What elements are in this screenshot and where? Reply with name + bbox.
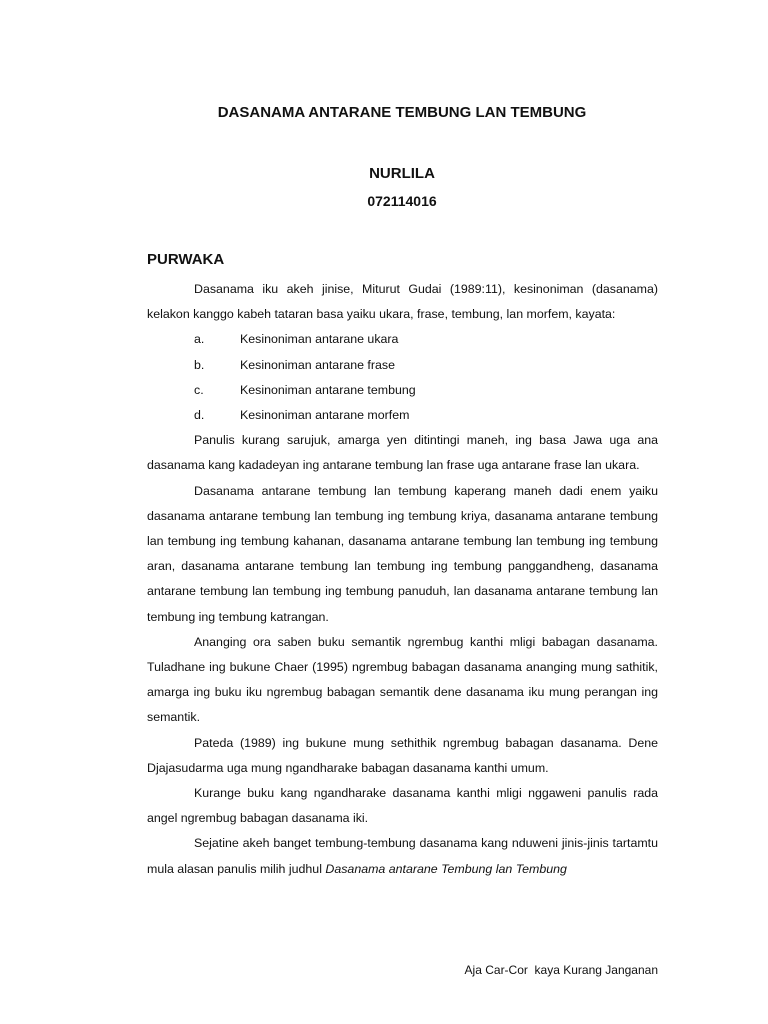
list-marker: c. bbox=[194, 382, 204, 397]
section-heading: PURWAKA bbox=[147, 251, 225, 268]
paragraph-7-italic-title: Dasanama antarane Tembung lan Tembung bbox=[325, 861, 567, 876]
paragraph-2: Panulis kurang sarujuk, amarga yen ditintingi maneh, ing basa Jawa uga ana dasanama kang kadadeyan ing antarane tembung lan frase uga antarane frase lan ukara. bbox=[147, 433, 658, 473]
list-item-text: Kesinoniman antarane ukara bbox=[240, 332, 399, 347]
student-id: 072114016 bbox=[367, 193, 437, 209]
list-item-text: Kesinoniman antarane frase bbox=[240, 357, 395, 372]
page-footer: Aja Car-Cor kaya Kurang Janganan bbox=[464, 963, 658, 977]
list-marker: d. bbox=[194, 408, 205, 423]
list-marker: b. bbox=[194, 357, 205, 372]
document-title: DASANAMA ANTARANE TEMBUNG LAN TEMBUNG bbox=[217, 104, 587, 121]
paragraph-1: Dasanama iku akeh jinise, Miturut Gudai (1989:11), kesinoniman (dasanama) kelakon kanggo kabeh tataran basa yaiku ukara, frase, tembung, lan morfem, kayata: bbox=[147, 282, 658, 322]
list-item bbox=[147, 353, 658, 378]
list-item bbox=[147, 378, 658, 403]
document-body bbox=[147, 277, 658, 882]
paragraph-5: Pateda (1989) ing bukune mung sethithik ngrembug babagan dasanama. Dene Djajasudarma uga mung ngandharake babagan dasanama kanthi umum. bbox=[147, 735, 658, 775]
list-marker: a. bbox=[194, 332, 205, 347]
paragraph-4: Ananging ora saben buku semantik ngrembug kanthi mligi babagan dasanama. Tuladhane ing bukune Chaer (1995) ngrembug babagan dasanama ananging mung sathitik, amarga ing buku iku ngrembug babagan semantik dene dasanama iku mung perangan ing semantik. bbox=[147, 634, 658, 725]
author-name: NURLILA bbox=[369, 165, 435, 182]
paragraph-6: Kurange buku kang ngandharake dasanama kanthi mligi nggaweni panulis rada angel ngrembug babagan dasanama iki. bbox=[147, 786, 658, 826]
paragraph-3: Dasanama antarane tembung lan tembung kaperang maneh dadi enem yaiku dasanama antarane tembung lan tembung ing tembung kriya, dasanama antarane tembung lan tembung ing tembung kahanan, dasanama antarane tembung lan tembung ing tembung aran, dasanama antarane tembung lan tembung ing tembung panggandheng, dasanama antarane tembung lan tembung ing tembung panuduh, lan dasanama antarane tembung lan tembung ing tembung katrangan. bbox=[147, 483, 658, 624]
paragraph-7 bbox=[147, 831, 658, 881]
list-item-text: Kesinoniman antarane morfem bbox=[240, 408, 410, 423]
list-item bbox=[147, 403, 658, 428]
list-item-text: Kesinoniman antarane tembung bbox=[240, 382, 416, 397]
paragraph-7-text: Sejatine akeh banget tembung-tembung dasanama kang nduweni jinis-jinis tartamtu mula alasan panulis milih judhul bbox=[147, 836, 658, 876]
synonym-level-list bbox=[147, 327, 658, 428]
list-item bbox=[147, 327, 658, 352]
